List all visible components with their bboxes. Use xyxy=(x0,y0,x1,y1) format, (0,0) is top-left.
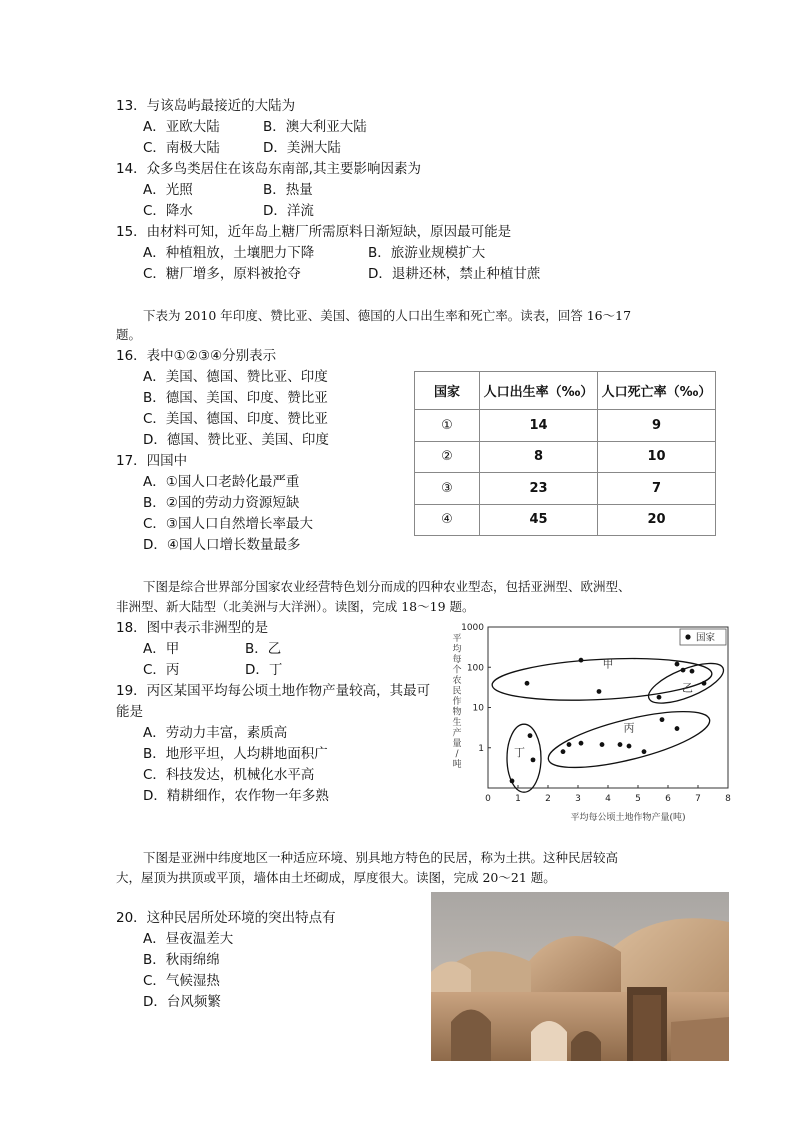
y-axis-label-char: 均 xyxy=(452,644,462,655)
q17-option-a: A．①国人口老龄化最严重 xyxy=(143,474,300,490)
y-axis-label-char: 作 xyxy=(452,697,462,707)
q14-option-a: A．光照 xyxy=(143,182,193,198)
x-tick-label: 2 xyxy=(545,794,551,804)
x-tick-label: 1 xyxy=(515,794,521,804)
q16-option-a: A．美国、德国、赞比亚、印度 xyxy=(143,369,328,385)
data-point xyxy=(579,658,584,663)
intro-16-17-line1: 下表为 2010 年印度、赞比亚、美国、德国的人口出生率和死亡率。读表，回答 16～17 xyxy=(143,308,632,323)
q15-option-c: C．糖厂增多，原料被抢夺 xyxy=(143,266,301,282)
table-header-birth-rate: 人口出生率（‰） xyxy=(480,372,598,410)
data-point xyxy=(627,744,632,749)
table-cell-birth: 8 xyxy=(480,441,598,472)
legend-marker xyxy=(685,634,690,639)
intro-18-19-line1: 下图是综合世界部分国家农业经营特色划分而成的四种农业型态，包括亚洲型、欧洲型、 xyxy=(143,579,631,594)
q20-option-b: B．秋雨绵绵 xyxy=(143,952,220,968)
x-tick-label: 7 xyxy=(695,794,701,804)
data-point xyxy=(528,733,533,738)
x-tick-label: 3 xyxy=(575,794,581,804)
data-point xyxy=(642,749,647,754)
x-tick-label: 4 xyxy=(605,794,611,804)
q14-option-d: D．洋流 xyxy=(263,203,314,219)
q20-option-a: A．昼夜温差大 xyxy=(143,931,234,947)
legend-label: 国家 xyxy=(696,632,716,644)
table-cell-death: 9 xyxy=(598,410,716,441)
y-tick-label: 1000 xyxy=(461,623,484,633)
question-17-stem: 17．四国中 xyxy=(116,453,188,469)
q20-option-c: C．气候湿热 xyxy=(143,973,220,989)
question-20-stem: 20．这种民居所处环境的突出特点有 xyxy=(116,910,336,926)
q18-option-a: A．甲 xyxy=(143,641,180,657)
data-point xyxy=(600,742,605,747)
q18-option-d: D．丁 xyxy=(245,662,283,678)
table-cell-death: 7 xyxy=(598,473,716,504)
q13-option-a: A．亚欧大陆 xyxy=(143,119,220,135)
data-point xyxy=(618,742,623,747)
q13-option-c: C．南极大陆 xyxy=(143,140,220,156)
x-axis-label: 平均每公顷土地作物产量(吨) xyxy=(570,813,686,823)
intro-20-21-line2: 大，屋顶为拱顶或平顶，墙体由土坯砌成，厚度很大。读图，完成 20～21 题。 xyxy=(116,870,556,885)
q17-option-c: C．③国人口自然增长率最大 xyxy=(143,516,314,532)
table-cell-country: ① xyxy=(415,410,480,441)
data-point xyxy=(690,669,695,674)
table-cell-country: ④ xyxy=(415,504,480,535)
y-axis-label-char: 农 xyxy=(452,676,462,686)
data-point xyxy=(675,726,680,731)
q18-option-b: B．乙 xyxy=(245,641,282,657)
x-tick-label: 8 xyxy=(725,794,731,804)
y-axis-label-char: / xyxy=(455,749,459,760)
q17-option-d: D．④国人口增长数量最多 xyxy=(143,537,301,553)
table-header-country: 国家 xyxy=(415,372,480,410)
question-16-stem: 16．表中①②③④分别表示 xyxy=(116,348,277,364)
data-point xyxy=(702,681,707,686)
q13-option-b: B．澳大利亚大陆 xyxy=(263,119,367,135)
q16-option-c: C．美国、德国、印度、赞比亚 xyxy=(143,411,328,427)
q15-option-a: A．种植粗放，土壤肥力下降 xyxy=(143,245,315,261)
q13-option-d: D．美洲大陆 xyxy=(263,140,341,156)
x-tick-label: 6 xyxy=(665,794,671,804)
question-15-stem: 15．由材料可知，近年岛上糖厂所需原料日渐短缺，原因最可能是 xyxy=(116,224,512,240)
data-point xyxy=(681,668,686,673)
intro-16-17-line2: 题。 xyxy=(116,327,142,342)
q19-option-c: C．科技发达，机械化水平高 xyxy=(143,767,315,783)
q20-option-d: D．台风频繁 xyxy=(143,994,221,1010)
q19-option-d: D．精耕细作，农作物一年多熟 xyxy=(143,788,329,804)
table-cell-birth: 45 xyxy=(480,504,598,535)
data-point xyxy=(597,689,602,694)
table-cell-death: 20 xyxy=(598,504,716,535)
agriculture-type-scatter-chart xyxy=(440,619,740,829)
q15-option-b: B．旅游业规模扩大 xyxy=(368,245,486,261)
table-cell-country: ③ xyxy=(415,473,480,504)
group-label: 甲 xyxy=(602,657,614,671)
q19-option-b: B．地形平坦，人均耕地面积广 xyxy=(143,746,328,762)
data-point xyxy=(531,757,536,762)
x-tick-label: 5 xyxy=(635,794,641,804)
y-axis-label-char: 量 xyxy=(452,739,462,749)
y-axis-label-char: 平 xyxy=(452,634,462,644)
group-label: 丙 xyxy=(623,721,635,735)
table-cell-birth: 23 xyxy=(480,473,598,504)
y-tick-label: 10 xyxy=(472,703,484,714)
group-label: 丁 xyxy=(514,746,525,760)
q14-option-b: B．热量 xyxy=(263,182,313,198)
q18-option-c: C．丙 xyxy=(143,662,180,678)
data-point xyxy=(675,662,680,667)
table-cell-birth: 14 xyxy=(480,410,598,441)
birth-death-rate-table xyxy=(414,371,716,536)
data-point xyxy=(660,717,665,722)
y-axis-label-char: 生 xyxy=(452,718,462,728)
x-tick-label: 0 xyxy=(485,794,491,804)
data-point xyxy=(579,741,584,746)
table-header-death-rate: 人口死亡率（‰） xyxy=(598,372,716,410)
y-axis-label-char: 吨 xyxy=(452,760,462,770)
y-axis-label-char: 产 xyxy=(452,728,462,739)
group-label: 乙 xyxy=(682,681,693,695)
data-point xyxy=(510,779,515,784)
group-ellipse xyxy=(544,700,715,779)
question-19-stem-line1: 19．丙区某国平均每公顷土地作物产量较高，其最可 xyxy=(116,683,431,699)
y-axis-label-char: 每 xyxy=(452,655,462,665)
question-14-stem: 14．众多鸟类居住在该岛东南部,其主要影响因素为 xyxy=(116,161,421,177)
data-point xyxy=(657,695,662,700)
q16-option-b: B．德国、美国、印度、赞比亚 xyxy=(143,390,328,406)
y-tick-label: 100 xyxy=(466,663,484,674)
q19-option-a: A．劳动力丰富，素质高 xyxy=(143,725,288,741)
y-axis-label-char: 民 xyxy=(452,686,462,697)
y-tick-label: 1 xyxy=(478,743,484,754)
intro-20-21-line1: 下图是亚洲中纬度地区一种适应环境、别具地方特色的民居，称为土拱。这种民居较高 xyxy=(143,850,619,865)
data-point xyxy=(561,749,566,754)
y-axis-label-char: 物 xyxy=(452,707,462,718)
question-18-stem: 18．图中表示非洲型的是 xyxy=(116,620,269,636)
q14-option-c: C．降水 xyxy=(143,203,193,219)
table-cell-country: ② xyxy=(415,441,480,472)
y-axis-label-char: 个 xyxy=(452,665,462,676)
data-point xyxy=(525,681,530,686)
question-19-stem-line2: 能是 xyxy=(116,704,143,720)
intro-18-19-line2: 非洲型、新大陆型（北美洲与大洋洲）。读图，完成 18～19 题。 xyxy=(116,599,475,614)
table-cell-death: 10 xyxy=(598,441,716,472)
q17-option-b: B．②国的劳动力资源短缺 xyxy=(143,495,300,511)
q16-option-d: D．德国、赞比亚、美国、印度 xyxy=(143,432,329,448)
question-13-stem: 13．与该岛屿最接近的大陆为 xyxy=(116,98,296,114)
earthen-arch-dwelling-photo xyxy=(431,892,729,1061)
data-point xyxy=(567,742,572,747)
q15-option-d: D．退耕还林，禁止种植甘蔗 xyxy=(368,266,541,282)
